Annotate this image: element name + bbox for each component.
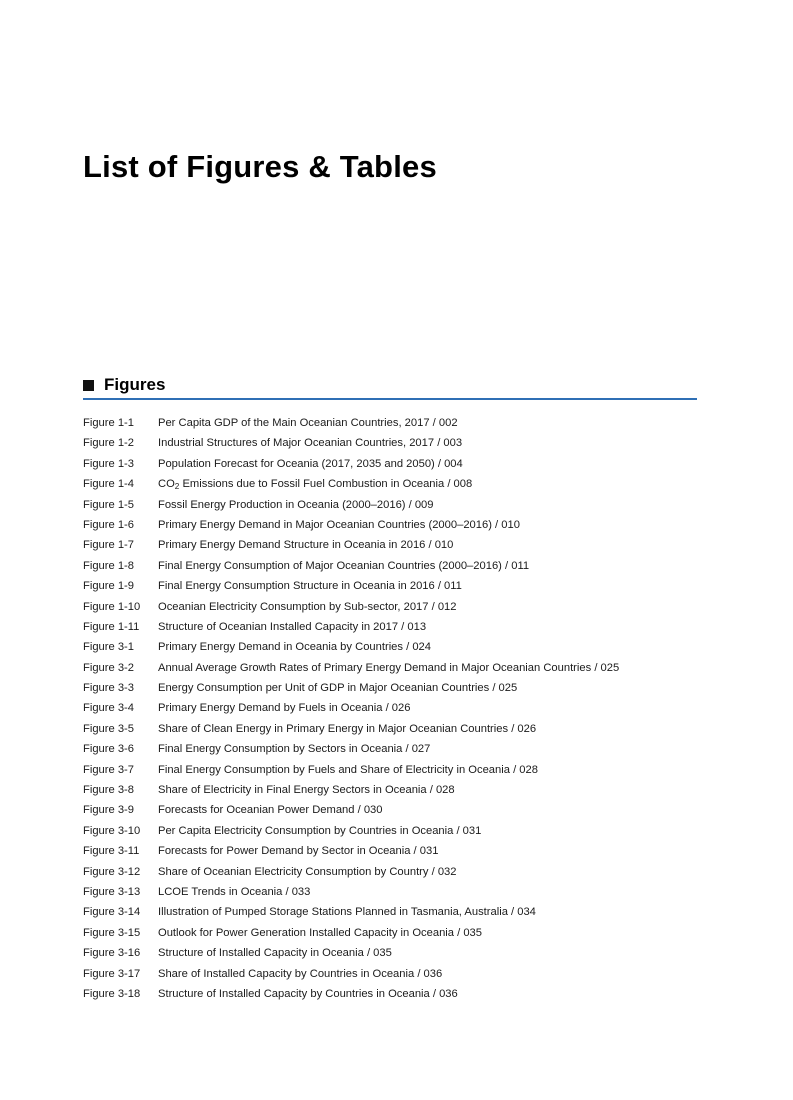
figure-caption: Primary Energy Demand in Major Oceanian Countries (2000–2016) / 010 xyxy=(158,518,520,531)
figure-label: Figure 3-3 xyxy=(83,682,134,695)
filled-square-marker-icon xyxy=(83,380,94,391)
figure-caption: LCOE Trends in Oceania / 033 xyxy=(158,885,311,898)
list-item[interactable] xyxy=(83,621,723,641)
figures-section-header xyxy=(83,376,697,400)
figure-caption: Share of Oceanian Electricity Consumption by Country / 032 xyxy=(158,865,457,878)
list-item[interactable] xyxy=(83,417,723,437)
list-item[interactable] xyxy=(83,947,723,967)
list-item[interactable] xyxy=(83,825,723,845)
list-item[interactable] xyxy=(83,519,723,539)
figure-label: Figure 1-5 xyxy=(83,498,134,511)
list-item[interactable] xyxy=(83,539,723,559)
list-item[interactable] xyxy=(83,764,723,784)
figure-caption: Final Energy Consumption of Major Oceanian Countries (2000–2016) / 011 xyxy=(158,559,530,572)
figure-label: Figure 1-11 xyxy=(83,620,140,633)
figure-label: Figure 1-10 xyxy=(83,600,141,613)
figure-label: Figure 1-1 xyxy=(83,417,134,429)
figure-caption: Primary Energy Demand by Fuels in Oceania / 026 xyxy=(158,702,411,715)
figure-caption: Per Capita Electricity Consumption by Countries in Oceania / 031 xyxy=(158,824,482,837)
subscript: 2 xyxy=(174,482,180,492)
figure-caption: $CO_2$ Emissions due to Fossil Fuel Combustion in Oceania / 008 xyxy=(158,478,473,492)
figure-label: Figure 1-3 xyxy=(83,457,134,470)
list-item[interactable] xyxy=(83,458,723,478)
figure-label: Figure 1-9 xyxy=(83,580,134,593)
figure-label: Figure 3-12 xyxy=(83,865,141,878)
figure-caption: Fossil Energy Production in Oceania (2000–2016) / 009 xyxy=(158,498,434,511)
list-item[interactable] xyxy=(83,499,723,519)
list-item[interactable] xyxy=(83,927,723,947)
list-item[interactable] xyxy=(83,662,723,682)
list-item[interactable] xyxy=(83,988,723,1008)
list-item[interactable] xyxy=(83,702,723,722)
figure-label: Figure 3-14 xyxy=(83,906,141,919)
figure-caption: Share of Clean Energy in Primary Energy in Major Oceanian Countries / 026 xyxy=(158,722,537,735)
figure-caption: Forecasts for Oceanian Power Demand / 030 xyxy=(158,804,383,817)
figure-label: Figure 3-15 xyxy=(83,926,141,939)
list-item[interactable] xyxy=(83,784,723,804)
figure-label: Figure 1-8 xyxy=(83,559,134,572)
figure-caption: Primary Energy Demand Structure in Oceania in 2016 / 010 xyxy=(158,539,454,552)
list-item[interactable] xyxy=(83,601,723,621)
list-item[interactable] xyxy=(83,845,723,865)
figure-label: Figure 1-2 xyxy=(83,437,134,450)
figure-label: Figure 1-7 xyxy=(83,539,134,552)
list-item[interactable] xyxy=(83,437,723,457)
list-item[interactable] xyxy=(83,743,723,763)
figure-caption: Primary Energy Demand in Oceania by Countries / 024 xyxy=(158,641,431,654)
list-item[interactable] xyxy=(83,866,723,886)
section-divider xyxy=(83,398,697,400)
figure-caption: Forecasts for Power Demand by Sector in Oceania / 031 xyxy=(158,845,439,858)
list-item[interactable] xyxy=(83,804,723,824)
list-item[interactable] xyxy=(83,580,723,600)
figure-label: Figure 3-17 xyxy=(83,967,141,980)
figure-label: Figure 3-11 xyxy=(83,845,140,858)
list-item[interactable] xyxy=(83,641,723,661)
figure-caption: Population Forecast for Oceania (2017, 2035 and 2050) / 004 xyxy=(158,457,463,470)
list-item[interactable] xyxy=(83,682,723,702)
figure-label: Figure 3-9 xyxy=(83,804,134,817)
figure-caption: Illustration of Pumped Storage Stations Planned in Tasmania, Australia / 034 xyxy=(158,906,536,919)
figure-label: Figure 3-4 xyxy=(83,702,134,715)
figure-caption: Per Capita GDP of the Main Oceanian Countries, 2017 / 002 xyxy=(158,417,458,429)
figure-label: Figure 3-8 xyxy=(83,784,134,797)
figure-caption: Share of Electricity in Final Energy Sectors in Oceania / 028 xyxy=(158,784,455,797)
figure-caption: Annual Average Growth Rates of Primary Energy Demand in Major Oceanian Countries / 025 xyxy=(158,661,620,674)
list-item[interactable] xyxy=(83,560,723,580)
figure-caption: Final Energy Consumption by Fuels and Share of Electricity in Oceania / 028 xyxy=(158,763,538,776)
figure-label: Figure 3-7 xyxy=(83,763,134,776)
list-item[interactable] xyxy=(83,906,723,926)
list-item[interactable] xyxy=(83,478,723,498)
figure-caption: Structure of Oceanian Installed Capacity in 2017 / 013 xyxy=(158,620,427,633)
figure-label: Figure 3-10 xyxy=(83,824,141,837)
figure-caption: Energy Consumption per Unit of GDP in Major Oceanian Countries / 025 xyxy=(158,682,518,695)
figures-list xyxy=(83,417,723,1008)
figure-label: Figure 3-18 xyxy=(83,987,141,1000)
list-item[interactable] xyxy=(83,886,723,906)
figure-caption: Structure of Installed Capacity by Countries in Oceania / 036 xyxy=(158,987,458,1000)
figure-label: Figure 3-2 xyxy=(83,661,134,674)
figure-label: Figure 1-6 xyxy=(83,518,134,531)
figure-label: Figure 3-1 xyxy=(83,641,134,654)
figure-label: Figure 3-5 xyxy=(83,722,134,735)
figure-caption: Outlook for Power Generation Installed Capacity in Oceania / 035 xyxy=(158,926,482,939)
figure-label: Figure 3-6 xyxy=(83,743,134,756)
figure-caption: Industrial Structures of Major Oceanian Countries, 2017 / 003 xyxy=(158,437,463,450)
list-item[interactable] xyxy=(83,723,723,743)
page-title: List of Figures & Tables xyxy=(83,148,437,184)
figure-caption: Oceanian Electricity Consumption by Sub-sector, 2017 / 012 xyxy=(158,600,457,613)
figure-caption: Share of Installed Capacity by Countries in Oceania / 036 xyxy=(158,967,443,980)
list-item[interactable] xyxy=(83,968,723,988)
figure-caption: Final Energy Consumption by Sectors in Oceania / 027 xyxy=(158,743,431,756)
figure-caption: Structure of Installed Capacity in Oceania / 035 xyxy=(158,947,392,960)
figure-label: Figure 1-4 xyxy=(83,478,134,491)
figure-label: Figure 3-13 xyxy=(83,885,141,898)
section-title-figures: Figures xyxy=(104,375,166,394)
figure-caption: Final Energy Consumption Structure in Oceania in 2016 / 011 xyxy=(158,580,462,593)
figure-label: Figure 3-16 xyxy=(83,947,141,960)
